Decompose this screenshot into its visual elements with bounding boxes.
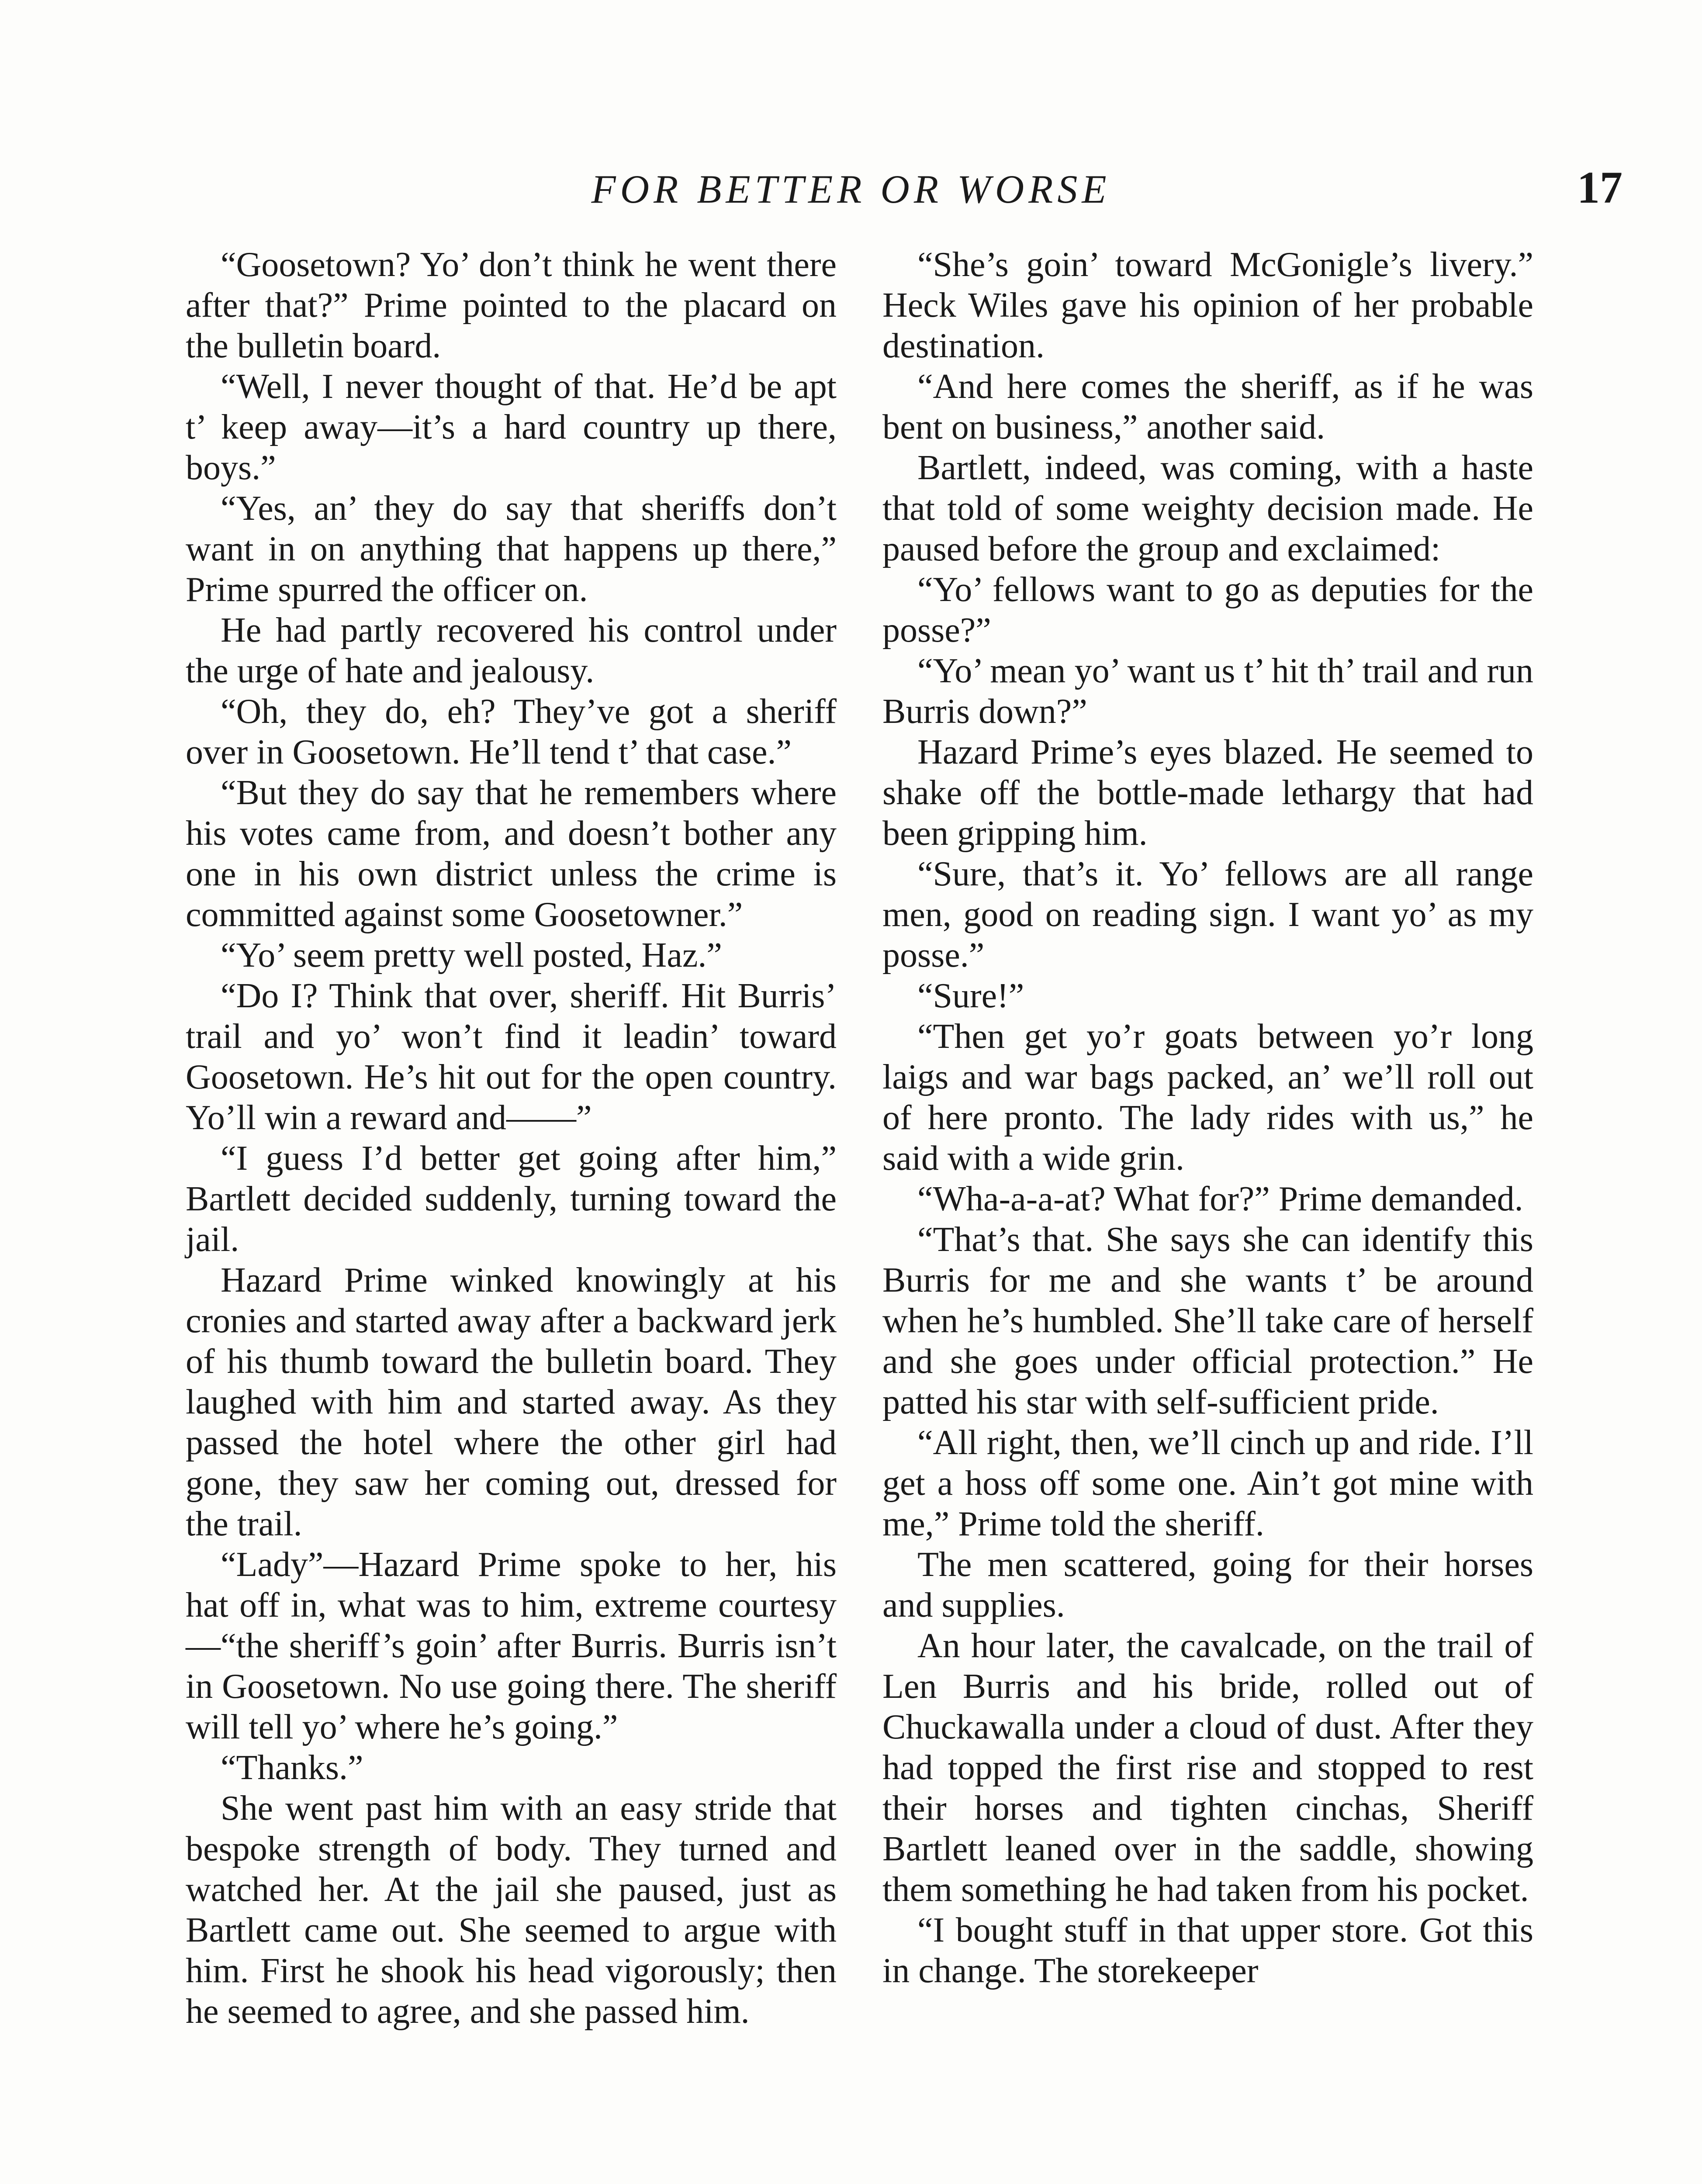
paragraph: “Sure!” bbox=[917, 977, 1024, 1015]
paragraph: He had partly recovered his control under the urge of hate and jealousy. bbox=[186, 611, 837, 690]
paragraph: “Yo’ seem pretty well posted, Haz.” bbox=[221, 936, 722, 975]
right-column bbox=[882, 245, 1533, 1991]
paragraph: “And here comes the sheriff, as if he was bent on business,” another said. bbox=[882, 367, 1533, 446]
paragraph: “All right, then, we’ll cinch up and ride. I’ll get a hoss off some one. Ain’t got mine with me,” Prime told the sheriff. bbox=[882, 1424, 1533, 1543]
paragraph: “But they do say that he remembers where his votes came from, and doesn’t bother any one in his own district unless the crime is committed against some Goosetowner.” bbox=[186, 774, 837, 934]
left-column bbox=[186, 245, 837, 2032]
paragraph: “Thanks.” bbox=[221, 1749, 363, 1787]
paragraph: “Sure, that’s it. Yo’ fellows are all range men, good on reading sign. I want yo’ as my posse.” bbox=[882, 855, 1533, 975]
paragraph: “I bought stuff in that upper store. Got this in change. The storekeeper bbox=[882, 1911, 1533, 1990]
paragraph: “Yes, an’ they do say that sheriffs don’t want in on anything that happens up there,” Prime spurred the officer on. bbox=[186, 489, 837, 609]
paragraph: “She’s goin’ toward McGonigle’s livery.” Heck Wiles gave his opinion of her probable destination. bbox=[882, 245, 1533, 365]
paragraph: “I guess I’d better get going after him,” Bartlett decided suddenly, turning toward the jail. bbox=[186, 1139, 837, 1259]
running-title: FOR BETTER OR WORSE bbox=[591, 167, 1111, 211]
paragraph: “Goosetown? Yo’ don’t think he went there after that?” Prime pointed to the placard on the bulletin board. bbox=[186, 245, 837, 365]
paragraph: “Yo’ fellows want to go as deputies for the posse?” bbox=[882, 570, 1533, 650]
paragraph: Hazard Prime winked knowingly at his cronies and started away after a backward jerk of his thumb toward the bulletin board. They laughed with him and started away. As they passed the hotel where the other girl had gone, they saw her coming out, dressed for the trail. bbox=[186, 1261, 837, 1543]
paragraph: She went past him with an easy stride that bespoke strength of body. They turned and watched her. At the jail she paused, just as Bartlett came out. She seemed to argue with him. First he shook his head vigorously; then he seemed to agree, and she passed him. bbox=[186, 1789, 837, 2031]
paragraph: Hazard Prime’s eyes blazed. He seemed to shake off the bottle-made lethargy that had been gripping him. bbox=[882, 733, 1533, 853]
paragraph: An hour later, the cavalcade, on the trail of Len Burris and his bride, rolled out of Chuckawalla under a cloud of dust. After they had topped the first rise and stopped to rest their horses and tighten cinchas, Sheriff Bartlett leaned over in the saddle, showing them something he had taken from his pocket. bbox=[882, 1627, 1533, 1909]
paragraph: The men scattered, going for their horses and supplies. bbox=[882, 1545, 1533, 1624]
paragraph: “Yo’ mean yo’ want us t’ hit th’ trail and run Burris down?” bbox=[882, 652, 1533, 731]
page-number: 17 bbox=[1577, 162, 1622, 213]
paragraph: “Then get yo’r goats between yo’r long laigs and war bags packed, an’ we’ll roll out of here pronto. The lady rides with us,” he said with a wide grin. bbox=[882, 1017, 1533, 1178]
paragraph: “Well, I never thought of that. He’d be apt t’ keep away—it’s a hard country up there, boys.” bbox=[186, 367, 837, 487]
paragraph: “Do I? Think that over, sheriff. Hit Burris’ trail and yo’ won’t find it leadin’ toward Goosetown. He’s hit out for the open country. Yo’ll win a reward and——” bbox=[186, 977, 837, 1137]
paragraph: “Oh, they do, eh? They’ve got a sheriff over in Goosetown. He’ll tend t’ that case.” bbox=[186, 692, 837, 771]
paragraph: Bartlett, indeed, was coming, with a haste that told of some weighty decision made. He paused before the group and exclaimed: bbox=[882, 449, 1533, 568]
paragraph: “That’s that. She says she can identify this Burris for me and she wants t’ be around when he’s humbled. She’ll take care of herself and she goes under official protection.” He patted his star with self-sufficient pride. bbox=[882, 1220, 1533, 1421]
paragraph: “Wha-a-a-at? What for?” Prime demanded. bbox=[917, 1180, 1523, 1218]
paragraph: “Lady”—Hazard Prime spoke to her, his hat off in, what was to him, extreme courtesy—“the sheriff’s goin’ after Burris. Burris isn’t in Goosetown. No use going there. The sheriff will tell yo’ where he’s going.” bbox=[186, 1545, 837, 1746]
